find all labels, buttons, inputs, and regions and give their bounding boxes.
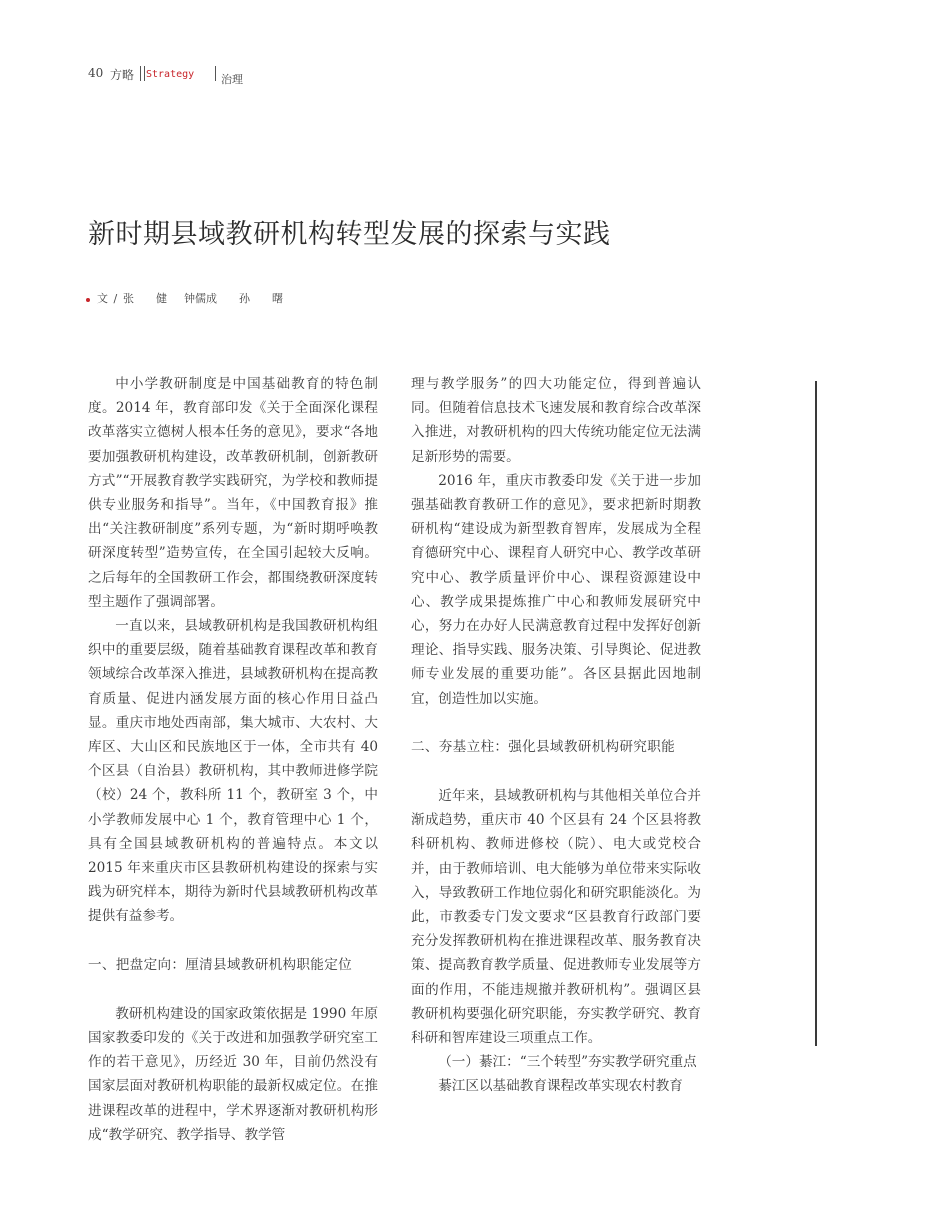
body-paragraph: 2016 年，重庆市教委印发《关于进一步加强基础教育教研工作的意见》，要求把新时期教研机构“建设成为新型教育智库，发展成为全程育德研究中心、课程育人研究中心、教学改革研究中心、教学质量评价中心、课程资源建设中心、教学成果提炼推广中心和教师发展研究中心，努力在办好人民满意教育过程中发挥好创新理论、指导实践、服务决策、引导舆论、促进教师专业发展的重要功能”。各区县据此因地制宜，创造性加以实施。: [411, 472, 701, 707]
margin-rule: [815, 381, 817, 1046]
page-number: 40: [88, 66, 104, 80]
section-label: 方略: [110, 68, 135, 82]
header-divider: [215, 66, 216, 81]
body-paragraph: 近年来，县域教研机构与其他相关单位合并渐成趋势，重庆市 40 个区县有 24 个区县将教科研机构、教师进修校（院）、电大或党校合并，由于教师培训、电大能够为单位带来实际收入，导致教研工作地位弱化和研究职能淡化。为此，市教委专门发文要求“区县教育行政部门要充分发挥教研机构在推进课程改革、服务教育决策、提高教育教学质量、促进教师专业发展等方面的作用，不能违规撤并教研机构”。强调区县教研机构要强化研究职能，夯实教学研究、教育科研和智库建设三项重点工作。: [411, 788, 701, 1047]
section-heading: 一、把盘定向：厘清县域教研机构职能定位: [88, 956, 352, 973]
article-column-right: [411, 372, 701, 1099]
section-heading: 二、夯基立柱：强化县域教研机构研究职能: [411, 738, 675, 755]
body-paragraph: 綦江区以基础教育课程改革实现农村教育: [438, 1078, 683, 1095]
subsection-label: 治理: [221, 73, 243, 86]
subsection-heading: （一）綦江：“三个转型”夯实教学研究重点: [438, 1054, 697, 1071]
author-name: 孙 曙: [239, 292, 283, 305]
byline-dot-icon: [86, 298, 90, 302]
section-label-en: Strategy: [146, 69, 195, 80]
byline-prefix: 文 /: [97, 292, 118, 305]
author-name: 张 健: [123, 292, 167, 305]
header-divider: [140, 66, 145, 81]
body-paragraph: 一直以来，县域教研机构是我国教研机构组织中的重要层级，随着基础教育课程改革和教育领域综合改革深入推进，县域教研机构在提高教育质量、促进内涵发展方面的核心作用日益凸显。重庆市地处西南部，集大城市、大农村、大库区、大山区和民族地区于一体，全市共有 40 个区县（自治县）教研机构，其中教师进修学院（校）24 个，教科所 11 个，教研室 3 个，中小学教师发展中心 1 个，教育管理中心 1 个，具有全国县域教研机构的普遍特点。本文以 2015 年来重庆市区县教研机构建设的探索与实践为研究样本，期待为新时代县域教研机构改革提供有益参考。: [88, 618, 378, 925]
body-paragraph: 教研机构建设的国家政策依据是 1990 年原国家教委印发的《关于改进和加强教学研究室工作的若干意见》，历经近 30 年，目前仍然没有国家层面对教研机构职能的最新权威定位。在推进课程改革的进程中，学术界逐渐对教研机构形成“教学研究、教学指导、教学管: [88, 1005, 378, 1143]
author-name: 钟儒成: [184, 292, 217, 305]
body-paragraph: 中小学教研制度是中国基础教育的特色制度。2014 年，教育部印发《关于全面深化课程改革落实立德树人根本任务的意见》，要求“各地要加强教研机构建设，改革教研机制，创新教研方式”“开展教育教学实践研究，为学校和教师提供专业服务和指导”。当年，《中国教育报》推出“关注教研制度”系列专题，为“新时期呼唤教研深度转型”造势宣传，在全国引起较大反响。之后每年的全国教研工作会，都围绕教研深度转型主题作了强调部署。: [88, 376, 378, 610]
body-paragraph: 理与教学服务”的四大功能定位，得到普遍认同。但随着信息技术飞速发展和教育综合改革深入推进，对教研机构的四大传统功能定位无法满足新形势的需要。: [411, 376, 701, 465]
article-title: 新时期县域教研机构转型发展的探索与实践: [88, 219, 611, 250]
article-column-left: [88, 372, 378, 1147]
